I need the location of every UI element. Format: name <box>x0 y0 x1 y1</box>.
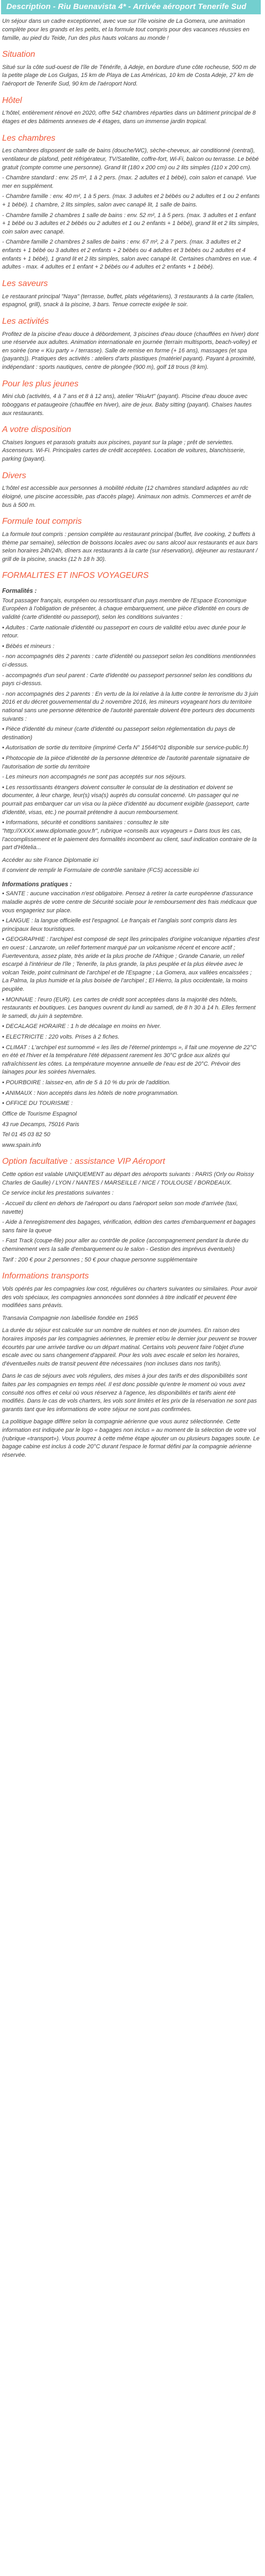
option-vip-paragraph: - Aide à l'enregistrement des bagages, vérification, édition des cartes d'embarquement et bagages sans faire la queue <box>2 1219 256 1234</box>
france-diplomatie-link[interactable]: Accéder au site France Diplomatie ici <box>2 857 99 863</box>
chambres-paragraph: Les chambres disposent de salle de bains (douche/WC), sèche-cheveux, air conditionné (central), ventilateur de plafond, petit réfrigérateur, TV/Satellite, coffre-fort, Wi-Fi, balcon ou terrasse. Le bébé gratuit (compte comme une personne). Grand lit (180 x 200 cm) ou 2 lits simples (110 x 200 cm). <box>2 148 259 171</box>
tourism-office-address: 43 rue Decamps, 75016 Paris <box>2 1121 80 1128</box>
infos-pratiques-paragraph: • MONNAIE : l'euro (EUR). Les cartes de crédit sont acceptées dans la majorité des hôtels, restaurants et boutiques. Les banques ouvrent du lundi au samedi, de 8 h 30 à 14 h. Elles ferment le samedi, du juin à septembre. <box>2 996 256 1019</box>
tourism-office-name: Office de Tourisme Espagnol <box>2 1110 77 1117</box>
chambres-paragraph: - Chambre famille 2 chambres 1 salle de bains : env. 52 m², 1 à 5 pers. (max. 3 adultes et 1 enfant + 1 bébé ou 3 adultes et 2 bébés ou 2 adultes et 1 ou 2 enfants + 1 bébé), grand lit et 2 lits simples, coin salon avec canapé. <box>2 212 259 235</box>
chambres-block <box>2 147 260 272</box>
infos-pratiques-paragraph: • ANIMAUX : Non acceptés dans les hôtels de notre programmation. <box>2 1090 179 1096</box>
formalites-label: Formalités : <box>2 588 37 595</box>
situation-text: Situé sur la côte sud-ouest de l'île de Ténérife, à Adeje, en bordure d'une côte rocheuse, 500 m de la petite plage de Los Gulgas, 15 km de Playa de Las Américas, 10 km de Costa Adeje, 27 km de l'aéroport de Tenerife Sud, 90 km de l'aéroport Nord. <box>2 64 257 88</box>
tourism-office-website[interactable]: www.spain.info <box>2 1142 41 1148</box>
formalites-paragraph: • Bébés et mineurs : <box>2 643 55 650</box>
section-heading-hotel: Hôtel <box>2 96 22 105</box>
infos-pratiques-paragraph: • SANTE : aucune vaccination n'est obligatoire. Pensez à retirer la carte européenne d'assurance maladie auprès de votre centre de Sécurité sociale pour le remboursement des frais médicaux que vous engageriez sur place. <box>2 891 257 914</box>
page-title-banner <box>1 0 261 14</box>
description-content <box>0 14 265 1459</box>
formalites-paragraph: • Adultes : Carte nationale d'identité ou passeport en cours de validité et/ou avec durée pour le retour. <box>2 624 246 639</box>
formalites-paragraph: • Pièce d'identité du mineur (carte d'identité ou passeport selon réglementation du pays de destination) <box>2 726 235 741</box>
section-heading-plus-jeunes: Pour les plus jeunes <box>2 379 79 388</box>
option-vip-paragraph: Cette option est valable UNIQUEMENT au départ des aéroports suivants : PARIS (Orly ou Roissy Charles de Gaulle) / LYON / NANTES / MARSEILLE / NICE / TOULOUSE / BORDEAUX. <box>2 1171 254 1186</box>
formalites-paragraph: - accompagnés d'un seul parent : Carte d'identité ou passeport personnel selon les conditions du pays ci-dessus. <box>2 672 252 687</box>
activites-text: Profitez de la piscine d'eau douce à débordement, 3 piscines d'eau douce (chauffées en hiver) dont une réservée aux adultes. Animation internationale en journée (terrain multisports, beach-volley) et en soirée (one « Kiu party » / terrasse). Salle de remise en forme (+ 16 ans), massages (et spa (payants)). Pratiques des activités : ateliers d'arts plastiques (matériel payant). Payant à proximité, indépendant : sports nautiques, centre de plongée (900 m), golf 18 trous (8 km). <box>2 331 259 370</box>
infos-pratiques-paragraph: • ELECTRICITE : 220 volts. Prises à 2 fiches. <box>2 1034 120 1041</box>
formalites-paragraph: - non accompagnés des 2 parents : En vertu de la loi relative à la lutte contre le terrorisme du 3 juin 2016 et du décret gouvernemental du 2 novembre 2016, les mineurs voyageant hors du territoire national sans une personne détentrice de l'autorité parentale doivent être porteurs des documents suivants : <box>2 690 259 722</box>
formalites-paragraph: - non accompagnés dès 2 parents : carte d'identité ou passeport selon les conditions mentionnées ci-dessus. <box>2 653 256 668</box>
section-heading-divers: Divers <box>2 471 26 480</box>
section-heading-disposition: A votre disposition <box>2 425 72 435</box>
infos-pratiques-paragraph: • OFFICE DU TOURISME : <box>2 1100 73 1107</box>
section-heading-formule: Formule tout compris <box>2 517 82 526</box>
disposition-text: Chaises longues et parasols gratuits aux piscines, payant sur la plage ; prêt de serviettes. Ascenseurs. Wi-Fi. Principales cartes de crédit acceptées. Location de voitures, blanchisserie, parking (payant). <box>2 439 245 463</box>
transports-paragraph: Transavia Compagnie non labellisée fondée en 1965 <box>2 1315 138 1321</box>
section-heading-option-vip: Option facultative : assistance VIP Aéroport <box>2 1157 165 1166</box>
infos-pratiques-paragraph: • POURBOIRE : laissez-en, afin de 5 à 10 % du prix de l'addition. <box>2 1079 171 1086</box>
transports-block <box>2 1285 260 1460</box>
formalites-block <box>2 597 260 875</box>
saveurs-text: Le restaurant principal "Naya" (terrasse, buffet, plats végétariens), 3 restaurants à la carte (italien, espagnol, grill), snack à la piscine, 3 bars. Tenue correcte exigée le soir. <box>2 293 254 308</box>
infos-pratiques-paragraph: • DECALAGE HORAIRE : 1 h de décalage en moins en hiver. <box>2 1023 161 1030</box>
formalites-paragraph: • Les ressortissants étrangers doivent consulter le consulat de la destination et doivent se documenter, à leur charge, leur(s) visa(s) auprès du consulat concerné. Un passager qui ne pourrait pas embarquer car un visa ou la pièce d'identité au document exigible (passeport, carte d'identité, visas, etc.) ne pourrait prétendre à aucun remboursement. <box>2 784 250 816</box>
transports-paragraph: Dans le cas de séjours avec vols réguliers, des mises à jour des tarifs et des disponibilités sont faites par les compagnies en temps réel. Il est donc possible qu'entre le moment où vous avez consulté nos offres et celui où vous réservez à l'agence, les disponibilités et tarifs aient été modifiés. Dans le cas de vols charters, les vols sont limités et les prix de la réservation ne sont pas garantis tant que les informations de votre séjour ne sont pas confirmées. <box>2 1373 257 1413</box>
fcs-form-link[interactable]: Il convient de remplir le Formulaire de contrôle sanitaire (FCS) accessible ici <box>2 867 199 874</box>
option-vip-paragraph: Ce service inclut les prestations suivantes : <box>2 1190 114 1197</box>
formalites-paragraph: • Informations, sécurité et conditions sanitaires : consultez le site "http://XXXX.www.diplomatie.gouv.fr", rubrique «conseils aux voyageurs » Dans tous les cas, l'accomplissement et le paiement des formalités incombent au client, sauf indication contraire de la part d'Hôtelia... <box>2 819 257 851</box>
page-title: Description - Riu Buenavista 4* - Arrivée aéroport Tenerife Sud <box>6 2 246 11</box>
divers-text: L'hôtel est accessible aux personnes à mobilité réduite (12 chambres standard adaptées au rdc éloigné, une piscine accessible, pas d'accès plage). Animaux non admis. Commerces et arrêt de bus à 500 m. <box>2 485 252 508</box>
section-heading-saveurs: Les saveurs <box>2 279 48 288</box>
plus-jeunes-text: Mini club (activités, 4 à 7 ans et 8 à 12 ans), atelier "RiuArt" (payant). Piscine d'eau douce avec toboggans et pataugeoire (chauffée en hiver), aire de jeux. Baby sitting (payant). Chaises hautes aux restaurants. <box>2 393 252 417</box>
formalites-paragraph: - Les mineurs non accompagnés ne sont pas acceptés sur nos séjours. <box>2 774 187 781</box>
formalites-paragraph: • Photocopie de la pièce d'identité de la personne détentrice de l'autorité parentale signataire de l'autorisation de sortie du territoire <box>2 755 250 770</box>
section-heading-chambres: Les chambres <box>2 133 56 143</box>
transports-paragraph: La durée du séjour est calculée sur un nombre de nuitées et non de journées. En raison des horaires imposés par les compagnies aériennes, le premier et/ou le dernier jour peuvent se trouver écourtés par une arrivée tardive ou un départ matinal. Certains vols peuvent faire l'objet d'une escale avec ou sans changement d'appareil. Pour les vols avec escale et selon les horaires, d'éventuelles nuits de transit peuvent être nécessaires (non incluses dans nos tarifs). <box>2 1327 257 1367</box>
formalites-paragraph: Tout passager français, européen ou ressortissant d'un pays membre de l'Espace Economique Européen à l'obligation de présenter, à chaque embarquement, une pièce d'identité en cours de validité (carte d'identité ou passeport), selon les conditions suivantes : <box>2 597 249 620</box>
intro-text: Un séjour dans un cadre exceptionnel, avec vue sur l'île voisine de La Gomera, une animation complète pour les grands et les petits, et la formule tout compris pour des vacances réussies en famille, au pied du Teide, l'un des plus hauts volcans au monde ! <box>2 18 250 41</box>
infos-pratiques-paragraph: • CLIMAT : L'archipel est surnommé « les îles de l'éternel printemps », il fait une moyenne de 22°C en été et l'hiver et la température l'été dépassent rarement les 30°C grâce aux alizés qui rafraîchissent les côtes. La température moyenne annuelle de l'eau est de 20°C. Prévoir des lainages pour les soirées hivernales. <box>2 1044 257 1076</box>
option-vip-paragraph: - Accueil du client en dehors de l'aéroport ou dans l'aéroport selon son mode d'arrivée (taxi, navette) <box>2 1200 238 1215</box>
section-heading-transports: Informations transports <box>2 1272 89 1281</box>
infos-pratiques-paragraph: • GEOGRAPHIE : l'archipel est composé de sept îles principales d'origine volcanique réparties d'est en ouest : Lanzarote, un relief fortement marqué par un volcanisme récent et encore actif ; Fuerteventura, assez plate, très aride et la plus proche de l'Afrique ; Grande Canarie, un relief escarpé à l'intérieur de l'île ; Tenerife, la plus grande, la plus peuplée et la plus élevée avec le volcan Teide, point culminant de l'archipel et de l'Espagne ; La Gomera, aux vallées encaissées ; La Palma, la plus humide et la plus boisée de l'archipel ; El Hierro, la plus occidentale, la moins peuplée. <box>2 936 260 992</box>
transports-paragraph: Vols opérés par les compagnies low cost, régulières ou charters suivantes ou similaires. Pour avoir des vols spéciaux, les compagnies annoncées sont données à titre indicatif et peuvent être modifiées sans préavis. <box>2 1285 258 1309</box>
infos-pratiques-paragraph: • LANGUE : la langue officielle est l'espagnol. Le français et l'anglais sont compris dans les principaux lieux touristiques. <box>2 918 237 932</box>
tourism-office-phone: Tel 01 45 03 82 50 <box>2 1131 50 1138</box>
section-heading-formalites: FORMALITES ET INFOS VOYAGEURS <box>2 571 149 581</box>
section-heading-situation: Situation <box>2 50 36 59</box>
chambres-paragraph: - Chambre standard : env. 25 m², 1 à 2 pers. (max. 2 adultes et 1 bébé), coin salon et canapé. Vue mer en supplément. <box>2 175 257 189</box>
option-vip-paragraph: - Fast Track (coupe-file) pour aller au contrôle de police (accompagnement pendant la durée du cheminement vers la salle d'embarquement ou le salon - Gestion des imprévus éventuels) <box>2 1238 249 1252</box>
infos-pratiques-block <box>2 890 260 1149</box>
section-heading-activites: Les activités <box>2 316 49 326</box>
formule-text: La formule tout compris : pension complète au restaurant principal (buffet, live cooking, 2 buffets à thème par semaine), sélection de boissons locales avec ou sans alcool aux restaurants et aux bars selon horaires 24h/24h, dîners aux restaurants à la carte (sur réservation), déjeuner au restaurant / grill de la piscine, snacks (12 h 18 h 30). <box>2 531 258 563</box>
transports-paragraph: La politique bagage diffère selon la compagnie aérienne que vous aurez sélectionnée. Cette information est indiquée par le logo « bagages non inclus » au moment de la sélection de votre vol (rubrique «transport»). Vous pourrez à cette même étape ajouter un ou plusieurs bagages soute. Le bagage cabine est inclus à code 20°C durant l'espace le format défini par la compagnie aérienne réservée. <box>2 1419 260 1458</box>
option-vip-paragraph: Tarif : 200 € pour 2 personnes ; 50 € pour chaque personne supplémentaire <box>2 1256 198 1263</box>
formalites-paragraph: • Autorisation de sortie du territoire (imprimé Cerfa N° 15646*01 disponible sur service-public.fr) <box>2 745 249 751</box>
hotel-text: L'hôtel, entièrement rénové en 2020, offre 542 chambres réparties dans un bâtiment principal de 8 étages et des bâtiments annexes de 4 étages, dans un immense jardin tropical. <box>2 110 256 125</box>
chambres-paragraph: - Chambre famille 2 chambres 2 salles de bains : env. 67 m², 2 à 7 pers. (max. 3 adultes et 2 enfants + 1 bébé ou 3 adultes et 2 enfants + 2 bébés ou 4 adultes et 3 bébés ou 2 adultes et 4 enfants + 1 bébé), 1 grand lit et 2 lits simples, salon avec canapé lit. Certaines chambres en vue. 4 adultes - max. 4 adultes et 1 enfant + 2 bébés ou 4 adultes et 2 enfants + 1 bébé). <box>2 239 257 271</box>
infos-pratiques-label: Informations pratiques : <box>2 881 72 888</box>
option-vip-block <box>2 1171 260 1264</box>
chambres-paragraph: - Chambre famille : env. 40 m², 1 à 5 pers. (max. 3 adultes et 2 bébés ou 2 adultes et 1 ou 2 enfants + 1 bébé). 1 chambre, 2 lits simples, salon avec canapé lit, 1 salle de bains. <box>2 193 260 208</box>
